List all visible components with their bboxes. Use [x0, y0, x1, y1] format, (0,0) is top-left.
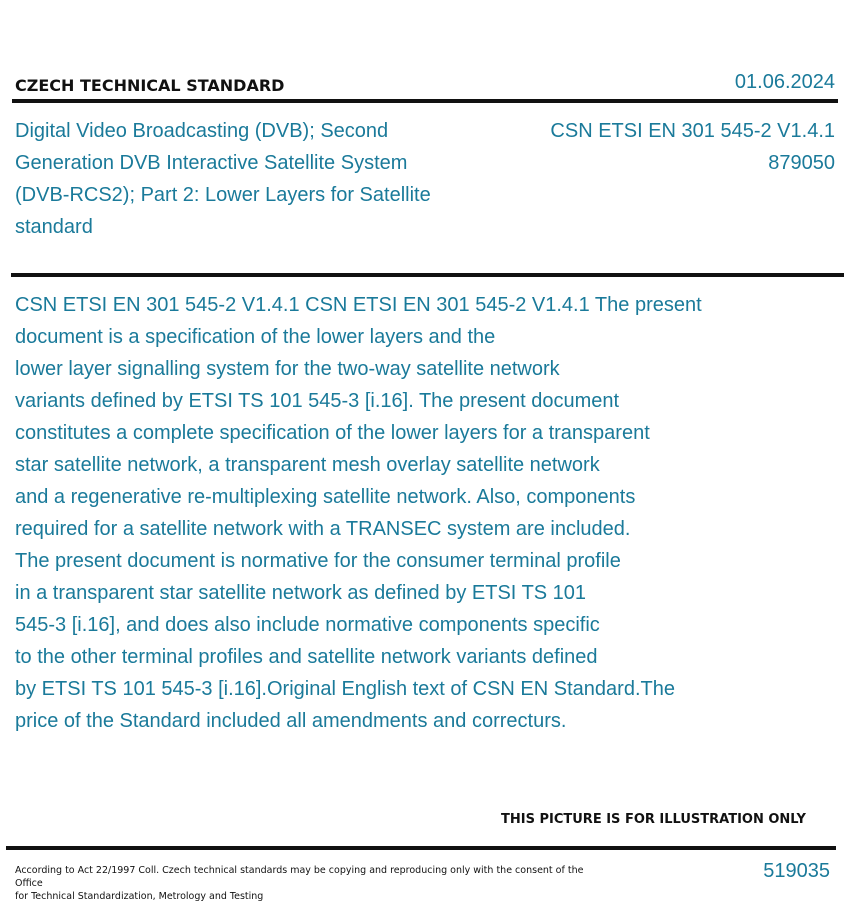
document-title: Digital Video Broadcasting (DVB); Second Generation DVB Interactive Satellite System (DVB-RCS2); Part 2: Lower Layers for Satellite standard — [15, 120, 431, 238]
document-code-block — [550, 115, 835, 179]
publication-date: 01.06.2024 — [734, 71, 835, 93]
header-divider — [12, 99, 838, 103]
document-code: CSN ETSI EN 301 545-2 V1.4.1 — [550, 120, 835, 142]
footer-divider — [6, 846, 836, 850]
abstract-text: CSN ETSI EN 301 545-2 V1.4.1 CSN ETSI EN 301 545-2 V1.4.1 The present document is a specification of the lower layers and the lower layer signalling system for the two-way satellite network variants defined by ETSI TS 101 545-3 [i.16]. The present document constitutes a complete specification of the lower layers for a transparent star satellite network, a transparent mesh overlay satellite network and a regenerative re-multiplexing satellite network. Also, components required for a satellite network with a TRANSEC system are included. The present document is normative for the consumer terminal profile in a transparent star satellite network as defined by ETSI TS 101 545-3 [i.16], and does also include normative components specific to the other terminal profiles and satellite network variants defined by ETSI TS 101 545-3 [i.16].Original English text of CSN EN Standard.The price of the Standard included all amendments and correcturs. — [15, 294, 702, 732]
standard-type-heading: CZECH TECHNICAL STANDARD — [15, 76, 285, 95]
legal-notice — [15, 864, 595, 903]
title-divider — [11, 273, 844, 277]
class-number: 879050 — [768, 152, 835, 174]
legal-notice-line-2: for Technical Standardization, Metrology and Testing — [15, 891, 264, 902]
legal-notice-line-1: According to Act 22/1997 Coll. Czech technical standards may be copying and reproducing only with the consent of the Office — [15, 865, 584, 889]
illustration-note: THIS PICTURE IS FOR ILLUSTRATION ONLY — [501, 812, 806, 827]
document-number: 519035 — [763, 860, 830, 882]
